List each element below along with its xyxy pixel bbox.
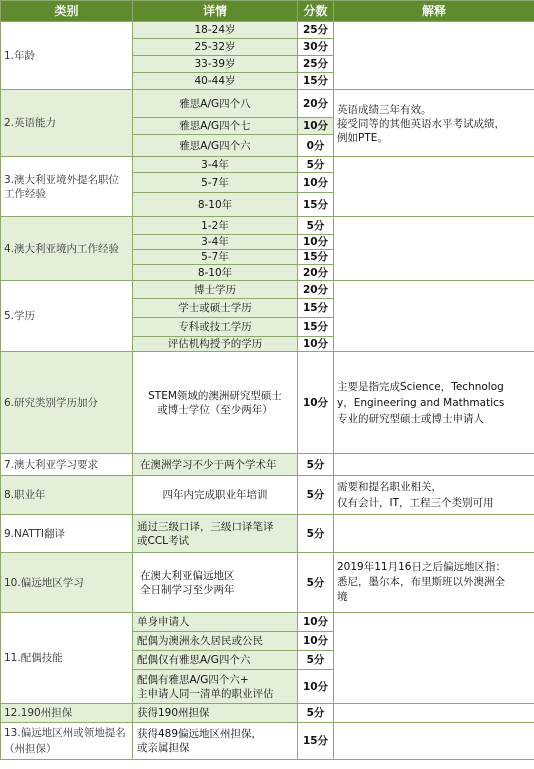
explanation-cell: [334, 157, 534, 217]
detail-cell: 8-10年: [133, 193, 298, 217]
explanation-cell: [334, 454, 534, 476]
detail-cell: 1-2年: [133, 217, 298, 235]
detail-cell: 配偶有雅思A/G四个六+ 主申请人同一清单的职业评估: [133, 670, 298, 704]
score-cell: 10分: [298, 670, 334, 704]
score-cell: 30分: [298, 39, 334, 56]
category-cell: 3.澳大利亚境外提名职位工作经验: [1, 157, 133, 217]
detail-cell: 3-4年: [133, 157, 298, 173]
detail-cell: 博士学历: [133, 281, 298, 299]
score-cell: 5分: [298, 651, 334, 670]
explanation-cell: [334, 217, 534, 281]
score-cell: 15分: [298, 723, 334, 760]
table-row: [1, 157, 534, 173]
detail-cell: 配偶为澳洲永久居民或公民: [133, 632, 298, 651]
explanation-cell: 主要是指完成Science，Technolog y，Engineering and Mathmatics 专业的研究型硕士或博士申请人: [334, 352, 534, 454]
explanation-cell: 需要和提名职业相关， 仅有会计，IT，工程三个类别可用: [334, 476, 534, 515]
detail-cell: 3-4年: [133, 235, 298, 250]
score-cell: 5分: [298, 157, 334, 173]
category-cell: 10.偏远地区学习: [1, 553, 133, 613]
table-row: [1, 613, 534, 632]
table-row: [1, 90, 534, 118]
score-cell: 15分: [298, 299, 334, 318]
category-cell: 4.澳大利亚境内工作经验: [1, 217, 133, 281]
explanation-cell: [334, 281, 534, 352]
detail-cell: 通过三级口译，三级口译笔译 或CCL考试: [133, 515, 298, 553]
score-cell: 10分: [298, 337, 334, 352]
detail-cell: 18-24岁: [133, 22, 298, 39]
detail-cell: 单身申请人: [133, 613, 298, 632]
score-cell: 10分: [298, 613, 334, 632]
category-cell: 5.学历: [1, 281, 133, 352]
detail-cell: 配偶仅有雅思A/G四个六: [133, 651, 298, 670]
table-row: [1, 723, 534, 760]
detail-cell: STEM领域的澳洲研究型硕士 或博士学位（至少两年）: [133, 352, 298, 454]
explanation-cell: [334, 515, 534, 553]
score-cell: 5分: [298, 515, 334, 553]
score-cell: 10分: [298, 632, 334, 651]
score-cell: 5分: [298, 476, 334, 515]
detail-cell: 专科或技工学历: [133, 318, 298, 337]
score-cell: 5分: [298, 704, 334, 723]
explanation-cell: [334, 613, 534, 704]
category-cell: 7.澳大利亚学习要求: [1, 454, 133, 476]
score-cell: 20分: [298, 281, 334, 299]
explanation-cell: 英语成绩三年有效。 接受同等的其他英语水平考试成绩， 例如PTE。: [334, 90, 534, 157]
explanation-cell: 2019年11月16日之后偏远地区指： 悉尼，墨尔本，布里斯班以外澳洲全 境: [334, 553, 534, 613]
explanation-cell: [334, 22, 534, 90]
score-cell: 5分: [298, 553, 334, 613]
explanation-cell: [334, 723, 534, 760]
score-cell: 5分: [298, 454, 334, 476]
score-cell: 5分: [298, 217, 334, 235]
table-row: [1, 515, 534, 553]
table-row: [1, 454, 534, 476]
category-cell: 11.配偶技能: [1, 613, 133, 704]
detail-cell: 在澳大利亚偏远地区 全日制学习至少两年: [133, 553, 298, 613]
detail-cell: 雅思A/G四个七: [133, 118, 298, 135]
category-cell: 1.年龄: [1, 22, 133, 90]
score-cell: 15分: [298, 193, 334, 217]
header-explanation: 解释: [334, 1, 534, 22]
score-cell: 15分: [298, 250, 334, 265]
score-cell: 15分: [298, 73, 334, 90]
detail-cell: 40-44岁: [133, 73, 298, 90]
detail-cell: 5-7年: [133, 250, 298, 265]
score-cell: 10分: [298, 235, 334, 250]
detail-cell: 获得489偏远地区州担保， 或亲属担保: [133, 723, 298, 760]
header-detail: 详情: [133, 1, 298, 22]
category-cell: 12.190州担保: [1, 704, 133, 723]
table-row: [1, 553, 534, 613]
score-cell: 15分: [298, 318, 334, 337]
detail-cell: 学士或硕士学历: [133, 299, 298, 318]
header-category: 类别: [1, 1, 133, 22]
score-cell: 10分: [298, 173, 334, 193]
detail-cell: 评估机构授予的学历: [133, 337, 298, 352]
detail-cell: 雅思A/G四个六: [133, 135, 298, 157]
category-cell: 13.偏远地区州或领地提名（州担保）: [1, 723, 133, 760]
table-row: [1, 704, 534, 723]
table-row: [1, 217, 534, 235]
score-cell: 20分: [298, 265, 334, 281]
detail-cell: 获得190州担保: [133, 704, 298, 723]
table-row: [1, 476, 534, 515]
detail-cell: 8-10年: [133, 265, 298, 281]
category-cell: 2.英语能力: [1, 90, 133, 157]
score-cell: 0分: [298, 135, 334, 157]
score-cell: 20分: [298, 90, 334, 118]
explanation-cell: [334, 704, 534, 723]
table-row: [1, 22, 534, 39]
detail-cell: 25-32岁: [133, 39, 298, 56]
table-row: [1, 352, 534, 454]
score-cell: 10分: [298, 352, 334, 454]
category-cell: 9.NATTI翻译: [1, 515, 133, 553]
detail-cell: 四年内完成职业年培训: [133, 476, 298, 515]
table-row: [1, 281, 534, 299]
header-row: [1, 1, 534, 22]
score-cell: 25分: [298, 22, 334, 39]
detail-cell: 雅思A/G四个八: [133, 90, 298, 118]
category-cell: 6.研究类别学历加分: [1, 352, 133, 454]
header-score: 分数: [298, 1, 334, 22]
category-cell: 8.职业年: [1, 476, 133, 515]
score-cell: 25分: [298, 56, 334, 73]
detail-cell: 在澳洲学习不少于两个学术年: [133, 454, 298, 476]
score-cell: 10分: [298, 118, 334, 135]
detail-cell: 5-7年: [133, 173, 298, 193]
detail-cell: 33-39岁: [133, 56, 298, 73]
